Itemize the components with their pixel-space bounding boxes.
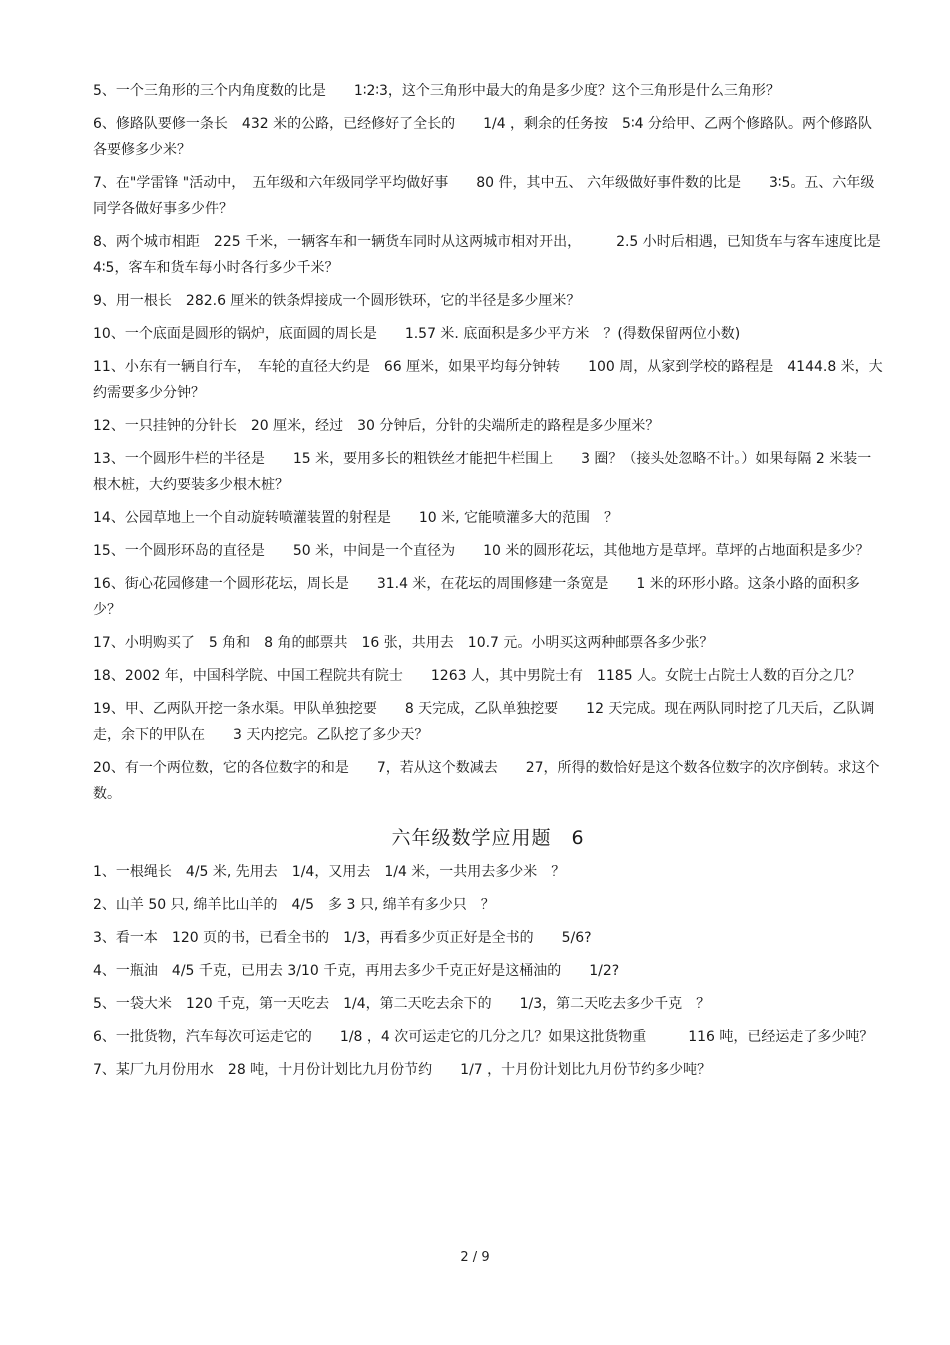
problem-15: 15、一个圆形环岛的直径是 50 米，中间是一个直径为 10 米的圆形花坛，其他地方是草坪。草坪的占地面积是多少？ <box>93 543 870 559</box>
problem-12: 12、一只挂钟的分针长 20 厘米，经过 30 分钟后，分针的尖端所走的路程是多少厘米？ <box>93 418 660 434</box>
section6-problem-3: 3、看一本 120 页的书，已看全书的 1/3，再看多少页正好是全书的 5/6? <box>93 930 592 946</box>
section6-problem-4: 4、一瓶油 4/5 千克，已用去 3/10 千克，再用去多少千克正好是这桶油的 1/2? <box>93 963 620 979</box>
problem-13: 13、一个圆形牛栏的半径是 15 米，要用多长的粗铁丝才能把牛栏围上 3 圈？（接头处忽略不计。）如果每隔 2 米装一根木桩，大约要装多少根木桩？ <box>93 451 872 493</box>
page-content <box>93 78 895 1090</box>
section6-problem-2: 2、山羊 50 只, 绵羊比山羊的 4/5 多 3 只, 绵羊有多少只 ？ <box>93 897 495 913</box>
problem-7: 7、在"学雷锋 "活动中， 五年级和六年级同学平均做好事 80 件，其中五、 六年级做好事件数的比是 3∶5。五、六年级同学各做好事多少件？ <box>93 175 875 217</box>
problem-20: 20、有一个两位数，它的各位数字的和是 7，若从这个数减去 27，所得的数恰好是这个数各位数字的次序倒转。求这个数。 <box>93 760 880 802</box>
problem-18: 18、2002 年，中国科学院、中国工程院共有院士 1263 人，其中男院士有 1185 人。女院士占院士人数的百分之几？ <box>93 668 862 684</box>
problem-19: 19、甲、乙两队开挖一条水渠。甲队单独挖要 8 天完成，乙队单独挖要 12 天完成。现在两队同时挖了几天后，乙队调走，余下的甲队在 3 天内挖完。乙队挖了多少天？ <box>93 701 875 743</box>
problem-10: 10、一个底面是圆形的锅炉，底面圆的周长是 1.57 米. 底面积是多少平方米 ？(得数保留两位小数) <box>93 326 741 342</box>
section6-problem-6: 6、一批货物，汽车每次可运走它的 1/8 ，4 次可运走它的几分之几？如果这批货物重 116 吨，已经运走了多少吨？ <box>93 1029 874 1045</box>
problem-11: 11、小东有一辆自行车， 车轮的直径大约是 66 厘米，如果平均每分钟转 100 周，从家到学校的路程是 4144.8 米，大约需要多少分钟？ <box>93 359 883 401</box>
problem-16: 16、街心花园修建一个圆形花坛，周长是 31.4 米，在花坛的周围修建一条宽是 1 米的环形小路。这条小路的面积多少？ <box>93 576 860 618</box>
problem-17: 17、小明购买了 5 角和 8 角的邮票共 16 张，共用去 10.7 元。小明买这两种邮票各多少张？ <box>93 635 714 651</box>
problem-14: 14、公园草地上一个自动旋转喷灌装置的射程是 10 米, 它能喷灌多大的范围 ？ <box>93 510 618 526</box>
problem-8: 8、两个城市相距 225 千米，一辆客车和一辆货车同时从这两城市相对开出， 2.5 小时后相遇，已知货车与客车速度比是 4∶5，客车和货车每小时各行多少千米？ <box>93 234 895 276</box>
section6-problem-7: 7、某厂九月份用水 28 吨，十月份计划比九月份节约 1/7 ，十月份计划比九月份节约多少吨？ <box>93 1062 712 1078</box>
section6-problem-5: 5、一袋大米 120 千克，第一天吃去 1/4，第二天吃去余下的 1/3，第二天吃去多少千克 ？ <box>93 996 711 1012</box>
problem-6: 6、修路队要修一条长 432 米的公路，已经修好了全长的 1/4 ，剩余的任务按 5∶4 分给甲、乙两个修路队。两个修路队各要修多少米？ <box>93 116 872 158</box>
section-title: 六年级数学应用题 6 <box>391 827 585 849</box>
problem-5: 5、一个三角形的三个内角度数的比是 1∶2∶3，这个三角形中最大的角是多少度？这个三角形是什么三角形？ <box>93 83 780 99</box>
problem-9: 9、用一根长 282.6 厘米的铁条焊接成一个圆形铁环，它的半径是多少厘米？ <box>93 293 581 309</box>
section6-problem-1: 1、一根绳长 4/5 米, 先用去 1/4，又用去 1/4 米，一共用去多少米 ？ <box>93 864 566 880</box>
page-number: 2 / 9 <box>460 1250 490 1265</box>
